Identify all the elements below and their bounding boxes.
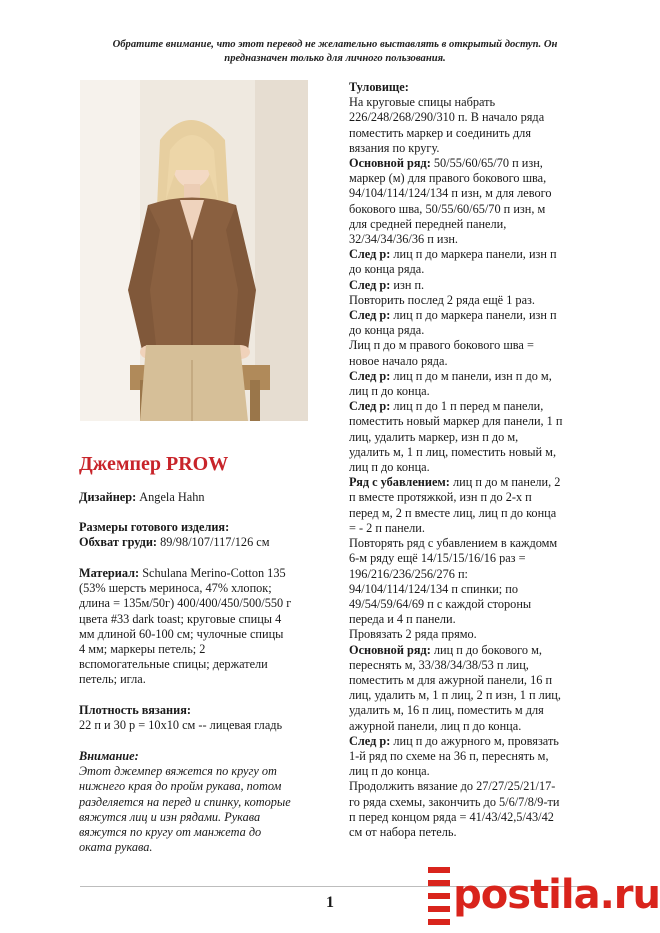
instruction-line bbox=[349, 414, 589, 429]
attention-line: Этот джемпер вяжется по кругу от bbox=[79, 764, 277, 779]
instruction-line bbox=[349, 338, 589, 353]
instruction-line bbox=[349, 399, 589, 414]
instruction-line bbox=[349, 460, 589, 475]
instruction-text: = - 2 п панели. bbox=[349, 520, 425, 535]
instruction-line bbox=[349, 825, 589, 840]
instruction-line bbox=[349, 597, 589, 612]
attention-line: оката рукава. bbox=[79, 840, 153, 855]
instruction-line bbox=[349, 430, 589, 445]
material-line: (53% шерсть мериноса, 47% хлопок; bbox=[79, 581, 272, 596]
instruction-row-label: След р: bbox=[349, 277, 391, 292]
instruction-text: лиц п до 1 п перед м панели, bbox=[390, 399, 544, 414]
designer-label: Дизайнер: bbox=[79, 490, 137, 504]
instruction-line bbox=[349, 141, 589, 156]
instruction-line bbox=[349, 551, 589, 566]
instruction-row-label: Ряд с убавлением: bbox=[349, 475, 450, 490]
instruction-text: лиц, удалить маркер, изн п до м, bbox=[349, 429, 519, 444]
instruction-line bbox=[349, 354, 589, 369]
instruction-text: 49/54/59/64/69 п с каждой стороны bbox=[349, 596, 532, 611]
instruction-row-label: След р: bbox=[349, 247, 391, 262]
instruction-text: бокового шва, 50/55/60/65/70 п изн, м bbox=[349, 201, 546, 216]
attention-line: нижнего края до пройм рукава, потом bbox=[79, 779, 282, 794]
body-instructions bbox=[349, 80, 589, 840]
instruction-line bbox=[349, 369, 589, 384]
instruction-text: 226/248/268/290/310 п. В начало ряда bbox=[349, 110, 545, 125]
instruction-line bbox=[349, 95, 589, 110]
page-number: 1 bbox=[326, 894, 334, 911]
instruction-text: 94/104/114/124/134 п изн, м для левого bbox=[349, 186, 552, 201]
instruction-text: изн п. bbox=[390, 277, 425, 292]
instruction-text: Повторить послед 2 ряда ещё 1 раз. bbox=[349, 292, 535, 307]
notice bbox=[90, 38, 580, 65]
instruction-line bbox=[349, 673, 589, 688]
instruction-text: Лиц п до м правого бокового шва = bbox=[349, 338, 534, 353]
sizes-label: Размеры готового изделия: bbox=[79, 520, 230, 534]
instruction-line bbox=[349, 156, 589, 171]
attention-label: Внимание: bbox=[79, 749, 139, 763]
instruction-text: лиц, удалить м, 1 п лиц, 2 п изн, 1 п лиц, bbox=[349, 688, 561, 703]
instruction-row-label: След р: bbox=[349, 368, 391, 383]
instruction-text: для средней передней панели, bbox=[349, 216, 507, 231]
instruction-line bbox=[349, 475, 589, 490]
attention-line: вяжутся лиц и изн рядами. Рукава bbox=[79, 809, 261, 824]
instruction-line bbox=[349, 490, 589, 505]
instruction-text: п перед концом ряда = 41/43/42,5/43/42 bbox=[349, 809, 554, 824]
postila-logo-text: postila.ru bbox=[453, 871, 660, 918]
instruction-line bbox=[349, 795, 589, 810]
gauge-value: 22 п и 30 р = 10x10 см -- лицевая гладь bbox=[79, 718, 283, 733]
instruction-text: Провязать 2 ряда прямо. bbox=[349, 627, 477, 642]
instruction-line bbox=[349, 688, 589, 703]
instruction-line bbox=[349, 308, 589, 323]
instruction-text: поместить новый маркер для панели, 1 п bbox=[349, 414, 563, 429]
notice-line-2: предназначен только для личного пользования. bbox=[224, 52, 446, 64]
instruction-text: 6-м ряду ещё 14/15/15/16/16 раз = bbox=[349, 551, 526, 566]
instruction-text: поместить маркер и соединить для bbox=[349, 125, 531, 140]
instruction-line bbox=[349, 719, 589, 734]
instruction-text: 1-й ряд по схеме на 36 п, переснять м, bbox=[349, 748, 549, 763]
instruction-line bbox=[349, 779, 589, 794]
bust-label: Обхват груди: bbox=[79, 535, 158, 550]
instruction-text: лиц п до конца. bbox=[349, 764, 430, 779]
instruction-text: лиц п до маркера панели, изн п bbox=[390, 308, 557, 323]
instruction-text: На круговые спицы набрать bbox=[349, 95, 496, 110]
instruction-line bbox=[349, 521, 589, 536]
instruction-text: новое начало ряда. bbox=[349, 353, 448, 368]
instruction-text: удалить м, 1 п лиц, поместить новый м, bbox=[349, 444, 557, 459]
designer-section bbox=[79, 490, 319, 505]
instruction-text: удалить м, 16 п лиц, поместить м для bbox=[349, 703, 544, 718]
instruction-text: ажурной панели, лиц п до конца. bbox=[349, 718, 522, 733]
instruction-text: переда и 4 п панели. bbox=[349, 612, 456, 627]
instruction-line bbox=[349, 384, 589, 399]
instruction-text: переснять м, 33/38/34/38/53 п лиц, bbox=[349, 657, 529, 672]
sizes-section bbox=[79, 520, 319, 550]
pattern-title: Джемпер PROW bbox=[79, 453, 229, 475]
gauge-label: Плотность вязания: bbox=[79, 703, 191, 717]
instruction-text: поместить м для ажурной панели, 16 п bbox=[349, 672, 553, 687]
material-line: цвета #33 dark toast; круговые спицы 4 bbox=[79, 611, 282, 626]
material-line: петель; игла. bbox=[79, 672, 146, 687]
instruction-line bbox=[349, 202, 589, 217]
bust-value: 89/98/107/117/126 см bbox=[160, 535, 270, 550]
instruction-line bbox=[349, 506, 589, 521]
instruction-line bbox=[349, 323, 589, 338]
instruction-text: лиц п до маркера панели, изн п bbox=[390, 247, 557, 262]
instruction-line bbox=[349, 171, 589, 186]
instruction-text: 196/216/236/256/276 п: bbox=[349, 566, 468, 581]
instruction-row-label: След р: bbox=[349, 733, 391, 748]
instruction-text: лиц п до конца. bbox=[349, 384, 430, 399]
instruction-line bbox=[349, 734, 589, 749]
instruction-line bbox=[349, 232, 589, 247]
instruction-text: до конца ряда. bbox=[349, 323, 425, 338]
instruction-line bbox=[349, 186, 589, 201]
instruction-row-label: Основной ряд: bbox=[349, 642, 431, 657]
instruction-text: лиц п до бокового м, bbox=[430, 642, 542, 657]
instruction-text: лиц п до м панели, 2 bbox=[449, 475, 561, 490]
instruction-text: 50/55/60/65/70 п изн, bbox=[430, 156, 543, 171]
instruction-line bbox=[349, 643, 589, 658]
postila-logo[interactable] bbox=[428, 858, 660, 933]
material-line: длина = 135м/50г) 400/400/450/500/550 г bbox=[79, 596, 292, 611]
instruction-line bbox=[349, 627, 589, 642]
instruction-line bbox=[349, 110, 589, 125]
postila-logo-icon bbox=[428, 867, 447, 925]
instruction-line bbox=[349, 764, 589, 779]
designer-value: Angela Hahn bbox=[139, 490, 205, 504]
instruction-line bbox=[349, 293, 589, 308]
instruction-text: лиц п до м панели, изн п до м, bbox=[390, 368, 552, 383]
instruction-text: п вместе протяжкой, изн п до 2-х п bbox=[349, 490, 532, 505]
instruction-line bbox=[349, 658, 589, 673]
attention-line: разделяется на перед и спинку, которые bbox=[79, 794, 291, 809]
instruction-line bbox=[349, 247, 589, 262]
material-line: Schulana Merino-Cotton 135 bbox=[142, 566, 286, 580]
model-photo-illustration bbox=[80, 80, 308, 421]
instruction-line bbox=[349, 567, 589, 582]
instruction-text: лиц п до ажурного м, провязать bbox=[390, 733, 559, 748]
instruction-line bbox=[349, 126, 589, 141]
instruction-line bbox=[349, 536, 589, 551]
instruction-line bbox=[349, 749, 589, 764]
instruction-text: перед м, 2 п вместе лиц, лиц п до конца bbox=[349, 505, 557, 520]
instruction-text: Повторять ряд с убавлением в каждомм bbox=[349, 536, 558, 551]
instruction-row-label: След р: bbox=[349, 399, 391, 414]
instruction-text: лиц п до конца. bbox=[349, 460, 430, 475]
instruction-text: го ряда схемы, закончить до 5/6/7/8/9-ти bbox=[349, 794, 560, 809]
instruction-text: маркер (м) для правого бокового шва, bbox=[349, 171, 547, 186]
instruction-line bbox=[349, 278, 589, 293]
instruction-row-label: След р: bbox=[349, 308, 391, 323]
instruction-line bbox=[349, 612, 589, 627]
model-photo bbox=[80, 80, 308, 421]
notice-line-1: Обратите внимание, что этот перевод не желательно выставлять в открытый доступ. Он bbox=[112, 39, 558, 50]
instruction-text: вязания по кругу. bbox=[349, 140, 440, 155]
material-line: мм длиной 60-100 см; чулочные спицы bbox=[79, 626, 284, 641]
instruction-text: 94/104/114/124/134 п спинки; по bbox=[349, 581, 518, 596]
instruction-line bbox=[349, 582, 589, 597]
attention-section bbox=[79, 749, 319, 855]
instruction-line bbox=[349, 262, 589, 277]
material-line: вспомогательные спицы; держатели bbox=[79, 657, 268, 672]
instruction-text: до конца ряда. bbox=[349, 262, 425, 277]
material-line: 4 мм; маркеры петель; 2 bbox=[79, 642, 206, 657]
section-heading: Туловище: bbox=[349, 80, 409, 94]
attention-line: вяжутся по кругу от манжета до bbox=[79, 825, 262, 840]
instruction-row-label: Основной ряд: bbox=[349, 156, 431, 171]
instruction-text: см от набора петель. bbox=[349, 824, 457, 839]
instruction-line bbox=[349, 810, 589, 825]
instruction-line bbox=[349, 445, 589, 460]
material-section bbox=[79, 566, 319, 688]
instruction-line bbox=[349, 703, 589, 718]
instruction-text: Продолжить вязание до 27/27/25/21/17- bbox=[349, 779, 556, 794]
instruction-lines bbox=[349, 95, 589, 840]
gauge-section bbox=[79, 703, 319, 733]
instruction-text: 32/34/34/36/36 п изн. bbox=[349, 232, 458, 247]
material-label: Материал: bbox=[79, 566, 140, 580]
instruction-line bbox=[349, 217, 589, 232]
